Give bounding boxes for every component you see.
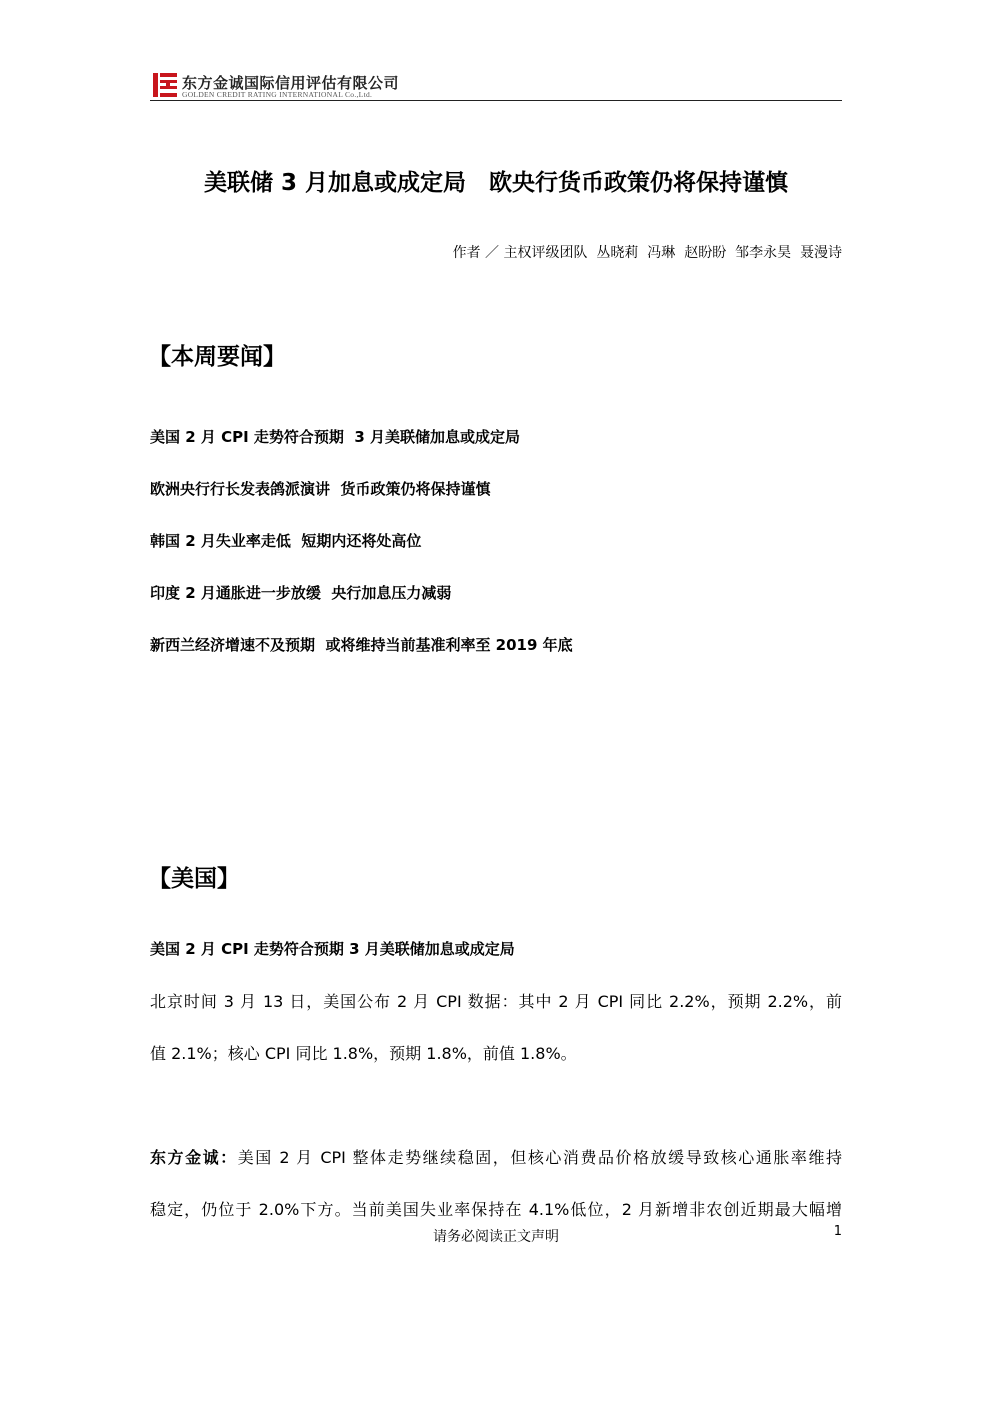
author-line: 作者 ／ 主权评级团队 丛晓莉 冯琳 赵盼盼 邹李永昊 聂漫诗 [452,245,842,261]
usa-paragraph-1-line-1: 北京时间 3 月 13 日，美国公布 2 月 CPI 数据：其中 2 月 CPI 同比 2.2%，预期 2.2%，前 [150,992,842,1011]
usa-paragraph-2-line-1 [150,1145,842,1168]
news-item: 美国 2 月 CPI 走势符合预期 3 月美联储加息或成定局 [150,428,521,446]
header-divider [150,100,842,101]
page-number: 1 [833,1224,842,1239]
weekly-news-heading: 【本周要闻】 [148,344,286,370]
company-name-en: GOLDEN CREDIT RATING INTERNATIONAL Co.,Ltd. [182,90,373,99]
usa-headline: 美国 2 月 CPI 走势符合预期 3 月美联储加息或成定局 [150,940,515,958]
document-title: 美联储 3 月加息或成定局 欧央行货币政策仍将保持谨慎 [203,170,789,196]
analyst-label: 东方金诚： [150,1148,238,1167]
usa-paragraph-2-line-2: 稳定，仍位于 2.0%下方。当前美国失业率保持在 4.1%低位，2 月新增非农创近期最大幅增 [150,1200,842,1219]
usa-section-heading: 【美国】 [148,866,240,892]
news-item: 印度 2 月通胀进一步放缓 央行加息压力减弱 [150,584,452,602]
news-item: 新西兰经济增速不及预期 或将维持当前基准利率至 2019 年底 [150,636,573,654]
disclaimer-note: 请务必阅读正文声明 [433,1229,559,1245]
usa-paragraph-1-line-2: 值 2.1%；核心 CPI 同比 1.8%，预期 1.8%，前值 1.8%。 [150,1044,577,1063]
news-item: 欧洲央行行长发表鸽派演讲 货币政策仍将保持谨慎 [150,480,491,498]
company-name-cn: 东方金诚国际信用评估有限公司 [182,74,400,92]
news-item: 韩国 2 月失业率走低 短期内还将处高位 [150,532,422,550]
company-logo-icon [152,72,178,98]
analysis-text: 美国 2 月 CPI 整体走势继续稳固，但核心消费品价格放缓导致核心通胀率维持 [237,1148,842,1167]
